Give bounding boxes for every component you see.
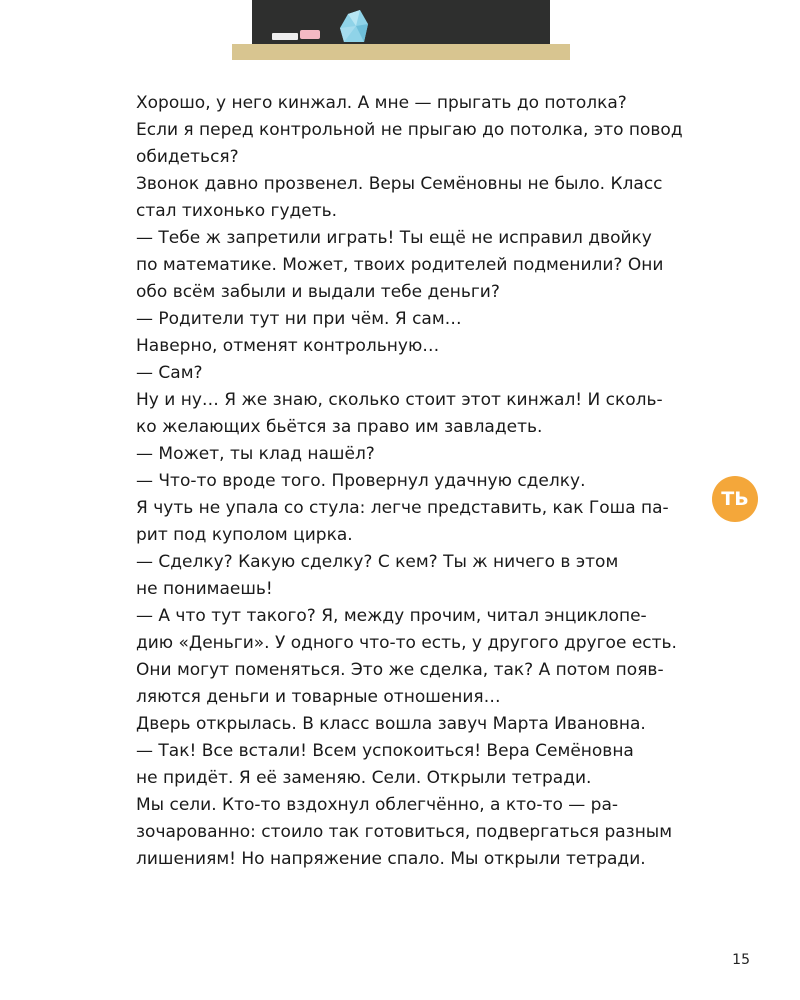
paragraph xyxy=(116,90,686,171)
badge-label: ТЬ xyxy=(721,488,749,510)
paragraph xyxy=(116,441,686,468)
text-line: — Что-то вроде того. Провернул удачную сделку. xyxy=(136,471,586,491)
text-line: зочарованно: стоило так готовиться, подвергаться разным xyxy=(136,822,673,842)
text-line: рит под куполом цирка. xyxy=(136,525,353,545)
text-line: — Сам? xyxy=(136,363,203,383)
paragraph xyxy=(116,549,686,603)
paragraph xyxy=(116,387,686,441)
text-line: не понимаешь! xyxy=(136,579,273,599)
text-line: — Родители тут ни при чём. Я сам… xyxy=(136,309,462,329)
text-line: Хорошо, у него кинжал. А мне — прыгать до потолка? xyxy=(136,93,627,113)
text-line: по математике. Может, твоих родителей подменили? Они xyxy=(136,255,664,275)
text-line: — Так! Все встали! Всем успокоиться! Вера Семёновна xyxy=(136,741,634,761)
paragraph xyxy=(116,603,686,711)
text-line: обо всём забыли и выдали тебе деньги? xyxy=(136,282,500,302)
paragraph xyxy=(116,738,686,792)
text-line: стал тихонько гудеть. xyxy=(136,201,338,221)
paragraph xyxy=(116,306,686,333)
story-text xyxy=(116,90,686,873)
paragraph xyxy=(116,171,686,225)
text-line: — Тебе ж запретили играть! Ты ещё не исправил двойку xyxy=(136,228,652,248)
text-line: Наверно, отменят контрольную… xyxy=(136,336,440,356)
pink-chalk-piece xyxy=(300,30,320,39)
chapter-badge xyxy=(712,476,758,522)
text-line: Я чуть не упала со стула: легче представить, как Гоша па- xyxy=(136,498,669,518)
page-number: 15 xyxy=(732,952,750,968)
text-line: не придёт. Я её заменяю. Сели. Открыли тетради. xyxy=(136,768,592,788)
paragraph xyxy=(116,495,686,549)
text-line: Ну и ну… Я же знаю, сколько стоит этот кинжал! И сколь- xyxy=(136,390,663,410)
paragraph xyxy=(116,711,686,738)
text-line: — А что тут такого? Я, между прочим, читал энциклопе- xyxy=(136,606,647,626)
text-line: ко желающих бьётся за право им завладеть. xyxy=(136,417,543,437)
text-line: Звонок давно прозвенел. Веры Семёновны не было. Класс xyxy=(136,174,663,194)
white-chalk-piece xyxy=(272,33,298,40)
text-line: — Может, ты клад нашёл? xyxy=(136,444,375,464)
text-line: Мы сели. Кто-то вздохнул облегчённо, а кто-то — ра- xyxy=(136,795,619,815)
text-line: лишениям! Но напряжение спало. Мы открыли тетради. xyxy=(136,849,646,869)
text-line: обидеться? xyxy=(136,147,239,167)
text-line: ляются деньги и товарные отношения… xyxy=(136,687,501,707)
paragraph xyxy=(116,468,686,495)
paragraph xyxy=(116,225,686,306)
chalkboard-ledge xyxy=(232,44,570,60)
paragraph xyxy=(116,333,686,360)
text-line: — Сделку? Какую сделку? С кем? Ты ж ничего в этом xyxy=(136,552,619,572)
text-line: Если я перед контрольной не прыгаю до потолка, это повод xyxy=(136,120,683,140)
paragraph xyxy=(116,360,686,387)
text-line: Они могут поменяться. Это же сделка, так? А потом появ- xyxy=(136,660,664,680)
crystal-icon xyxy=(336,8,372,44)
text-line: Дверь открылась. В класс вошла завуч Марта Ивановна. xyxy=(136,714,646,734)
text-line: дию «Деньги». У одного что-то есть, у другого другое есть. xyxy=(136,633,677,653)
paragraph xyxy=(116,792,686,873)
